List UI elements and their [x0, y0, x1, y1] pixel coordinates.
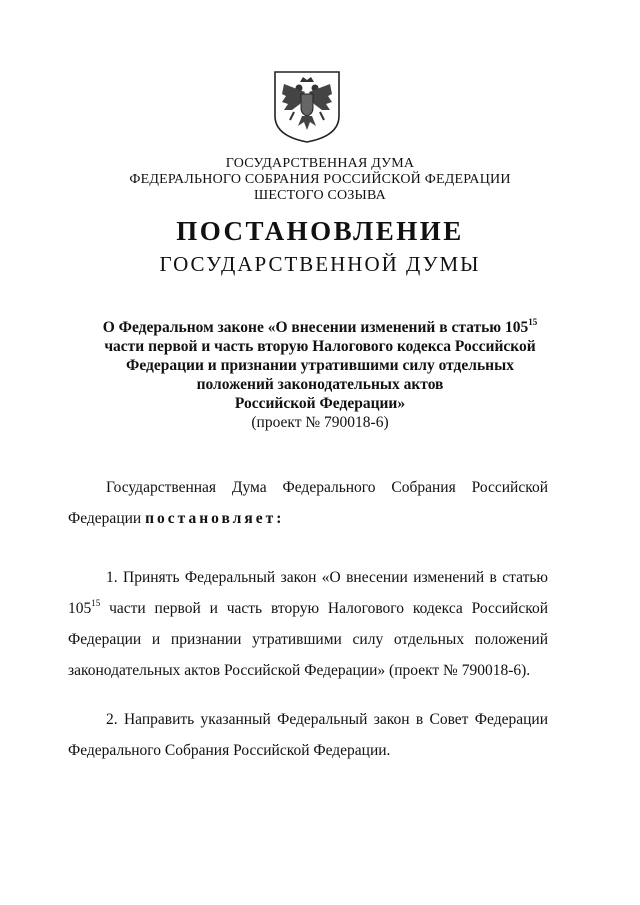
item-2-paragraph — [68, 704, 548, 766]
subject-line-2: части первой и часть вторую Налогового кодекса Российской — [104, 338, 536, 355]
subject-line-5: Российской Федерации» — [234, 395, 406, 412]
russian-coat-of-arms-icon — [272, 70, 342, 144]
document-subtitle: ГОСУДАРСТВЕННОЙ ДУМЫ — [159, 252, 481, 276]
superscript: 15 — [528, 317, 538, 327]
header-line-1: ГОСУДАРСТВЕННАЯ ДУМА — [225, 156, 415, 171]
header-line-3: ШЕСТОГО СОЗЫВА — [254, 188, 386, 203]
item-1-paragraph — [68, 562, 548, 686]
intro-line-1: Государственная Дума Федерального Собрания Российской — [106, 479, 548, 496]
item-1-line-2: $105^{15}$ части первой и часть вторую Налогового кодекса Российской — [68, 598, 548, 617]
subject-line-1: О Федеральном законе «О внесении изменений в статью $105^{15}$ — [102, 317, 538, 336]
item-2-line-1: 2. Направить указанный Федеральный закон в Совет Федерации — [106, 711, 548, 728]
resolution-subject — [0, 318, 640, 432]
subject-line-3: Федерации и признании утратившими силу отдельных — [126, 357, 514, 374]
document-title: ПОСТАНОВЛЕНИЕ — [176, 216, 464, 246]
header-line-2: ФЕДЕРАЛЬНОГО СОБРАНИЯ РОССИЙСКОЙ ФЕДЕРАЦИИ — [129, 172, 511, 187]
item-1-line-1: 1. Принять Федеральный закон «О внесении изменений в статью — [106, 569, 548, 586]
subject-line-4: положений законодательных актов — [196, 376, 444, 393]
item-1-line-3: Федерации и признании утратившими силу отдельных положений — [68, 631, 548, 648]
project-number: (проект № 790018-6) — [251, 414, 389, 431]
item-1-line-4: законодательных актов Российской Федерации» (проект № 790018-6). — [68, 662, 531, 679]
intro-line-2: Федерации постановляет: — [68, 510, 285, 527]
intro-paragraph — [68, 472, 548, 534]
item-2-line-2: Федерального Собрания Российской Федерации. — [68, 742, 391, 759]
